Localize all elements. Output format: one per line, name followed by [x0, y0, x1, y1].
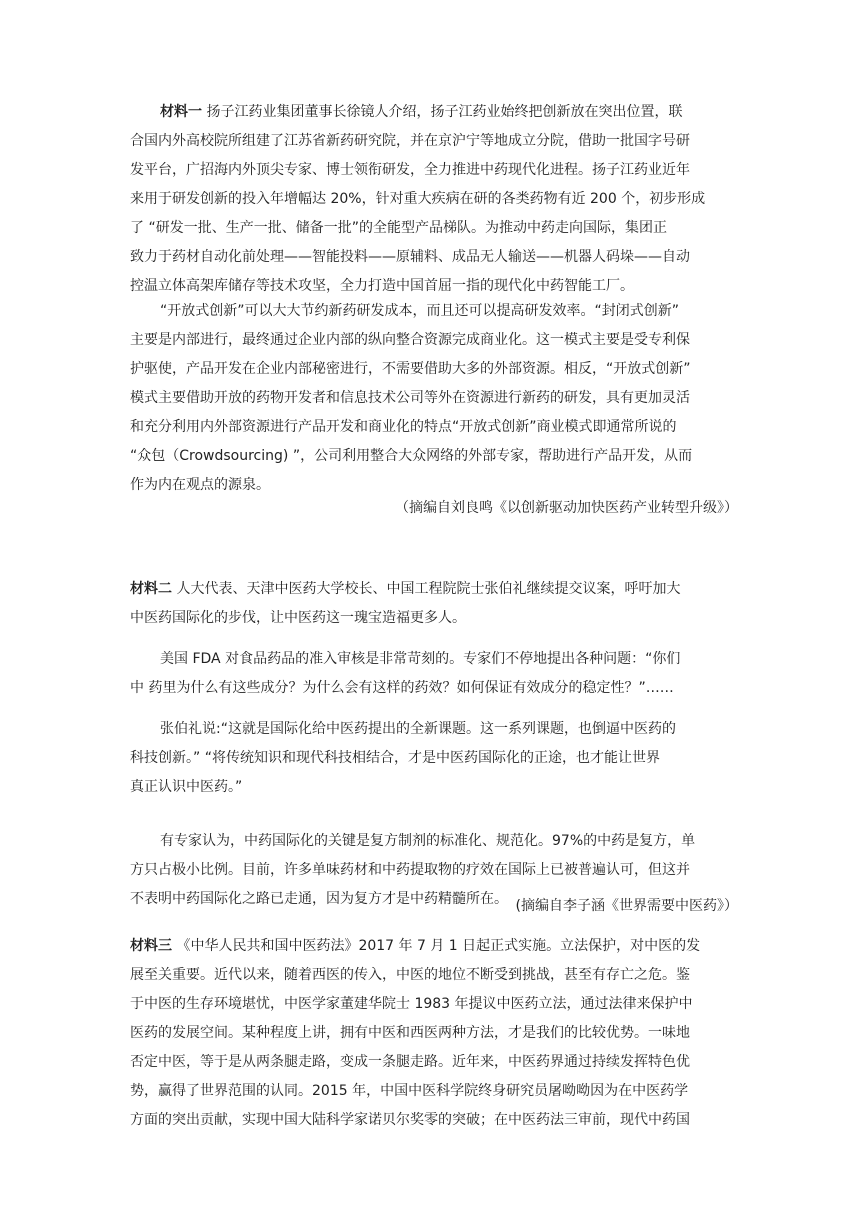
text-line: 中 药里为什么有这些成分？为什么会有这样的药效？如何保证有效成分的稳定性？”……: [130, 680, 674, 696]
material-one-label: 材料一: [160, 104, 202, 120]
text-line: 《中华人民共和国中医药法》2017 年 7 月 1 日起正式实施。立法保护，对中医的发: [176, 938, 701, 954]
text-line: “开放式创新”可以大大节约新药研发成本，而且还可以提高研发效率。“封闭式创新”: [160, 303, 680, 319]
material-two-label: 材料二: [130, 581, 172, 597]
text-line: 人大代表、天津中医药大学校长、中国工程院院士张伯礼继续提交议案，呼吁加大: [176, 581, 681, 597]
text-line: 势，赢得了世界范围的认同。2015 年，中国中医科学院终身研究员屠呦呦因为在中医药学: [130, 1083, 689, 1099]
text-line: 科技创新。” “将传统知识和现代科技相结合，才是中医药国际化的正途，也才能让世界: [130, 750, 660, 766]
text-line: 合国内外高校院所组建了江苏省新药研究院，并在京沪宁等地成立分院，借助一批国字号研: [130, 133, 690, 149]
text-line: 中医药国际化的步伐，让中医药这一瑰宝造福更多人。: [130, 610, 466, 626]
material-two-paragraph-2-first: [160, 645, 732, 674]
text-line: 和充分利用内外部资源进行产品开发和商业化的特点“开放式创新”商业模式即通常所说的: [130, 419, 677, 435]
text-line: 张伯礼说:“这就是国际化给中医药提出的全新课题。这一系列课题，也倒逼中医药的: [160, 721, 676, 737]
text-line: 来用于研发创新的投入年增幅达 20%，针对重大疾病在研的各类药物有近 200 个，初步形成: [130, 191, 706, 207]
material-two-paragraph-3: [130, 744, 730, 802]
text-line: 展至关重要。近代以来，随着西医的传入，中医的地位不断受到挑战，甚至有存亡之危。鉴: [130, 967, 690, 983]
material-three-paragraph: [130, 932, 730, 1135]
text-line: 了 “研发一批、生产一批、储备一批”的全能型产品梯队。为推动中药走向国际，集团正: [130, 220, 667, 236]
text-line: 医药的发展空间。某种程度上讲，拥有中医和西医两种方法，才是我们的比较优势。一味地: [130, 1025, 690, 1041]
text-line: 方只占极小比例。目前，许多单味药材和中药提取物的疗效在国际上已被普遍认可，但这并: [130, 862, 690, 878]
text-line: 真正认识中医药。”: [130, 779, 243, 795]
material-two-paragraph-3-first: [160, 715, 732, 744]
text-line: 作为内在观点的源泉。: [130, 477, 270, 493]
material-one-paragraph-1-cont: [130, 127, 730, 301]
text-line: 主要是内部进行，最终通过企业内部的纵向整合资源完成商业化。这一模式主要是受专利保: [130, 332, 690, 348]
text-line: 扬子江药业集团董事长徐镜人介绍，扬子江药业始终把创新放在突出位置，联: [206, 104, 683, 120]
text-line: 不表明中药国际化之路已走通，因为复方才是中药精髓所在。: [130, 891, 508, 907]
text-line: 控温立体高架库储存等技术攻坚，全力打造中国首屈一指的现代化中药智能工厂。: [130, 278, 634, 294]
text-line: 护驱使，产品开发在企业内部秘密进行，不需要借助大多的外部资源。相反，“开放式创新”: [130, 361, 691, 377]
text-line: 模式主要借助开放的药物开发者和信息技术公司等外在资源进行新药的研发，具有更加灵活: [130, 390, 690, 406]
material-two-paragraph-2: [130, 674, 730, 703]
material-three-label: 材料三: [130, 938, 172, 954]
material-one-paragraph-2-first: [160, 297, 732, 326]
text-line: “众包（Crowdsourcing) ”，公司利用整合大众网络的外部专家，帮助进行产品开发，从而: [130, 448, 693, 464]
text-line: 有专家认为，中药国际化的关键是复方制剂的标准化、规范化。97%的中药是复方，单: [160, 833, 696, 849]
text-line: 方面的突出贡献，实现中国大陆科学家诺贝尔奖零的突破；在中医药法三审前，现代中药国: [130, 1112, 690, 1128]
material-two-paragraph-4-first: [160, 827, 732, 856]
material-one-paragraph-2: [130, 326, 730, 500]
material-one-source: （摘编自刘良鸣《以创新驱动加快医药产业转型升级》）: [395, 500, 738, 516]
text-line: 否定中医，等于是从两条腿走路，变成一条腿走路。近年来，中医药界通过持续发挥特色优: [130, 1054, 690, 1070]
text-line: 发平台，广招海内外顶尖专家、博士领衔研发，全力推进中药现代化进程。扬子江药业近年: [130, 162, 690, 178]
material-two-source: (摘编自李子涵《世界需要中医药》）: [515, 898, 738, 914]
material-two-paragraph-1: [130, 575, 730, 633]
material-one-paragraph-1: [160, 98, 732, 127]
text-line: 于中医的生存环境堪忧，中医学家董建华院士 1983 年提议中医药立法，通过法律来保护中: [130, 996, 693, 1012]
text-line: 致力于药材自动化前处理——智能投料——原辅料、成品无人输送——机器人码垛——自动: [130, 249, 690, 265]
text-line: 美国 FDA 对食品药品的准入审核是非常苛刻的。专家们不停地提出各种问题：“你们: [160, 651, 681, 667]
